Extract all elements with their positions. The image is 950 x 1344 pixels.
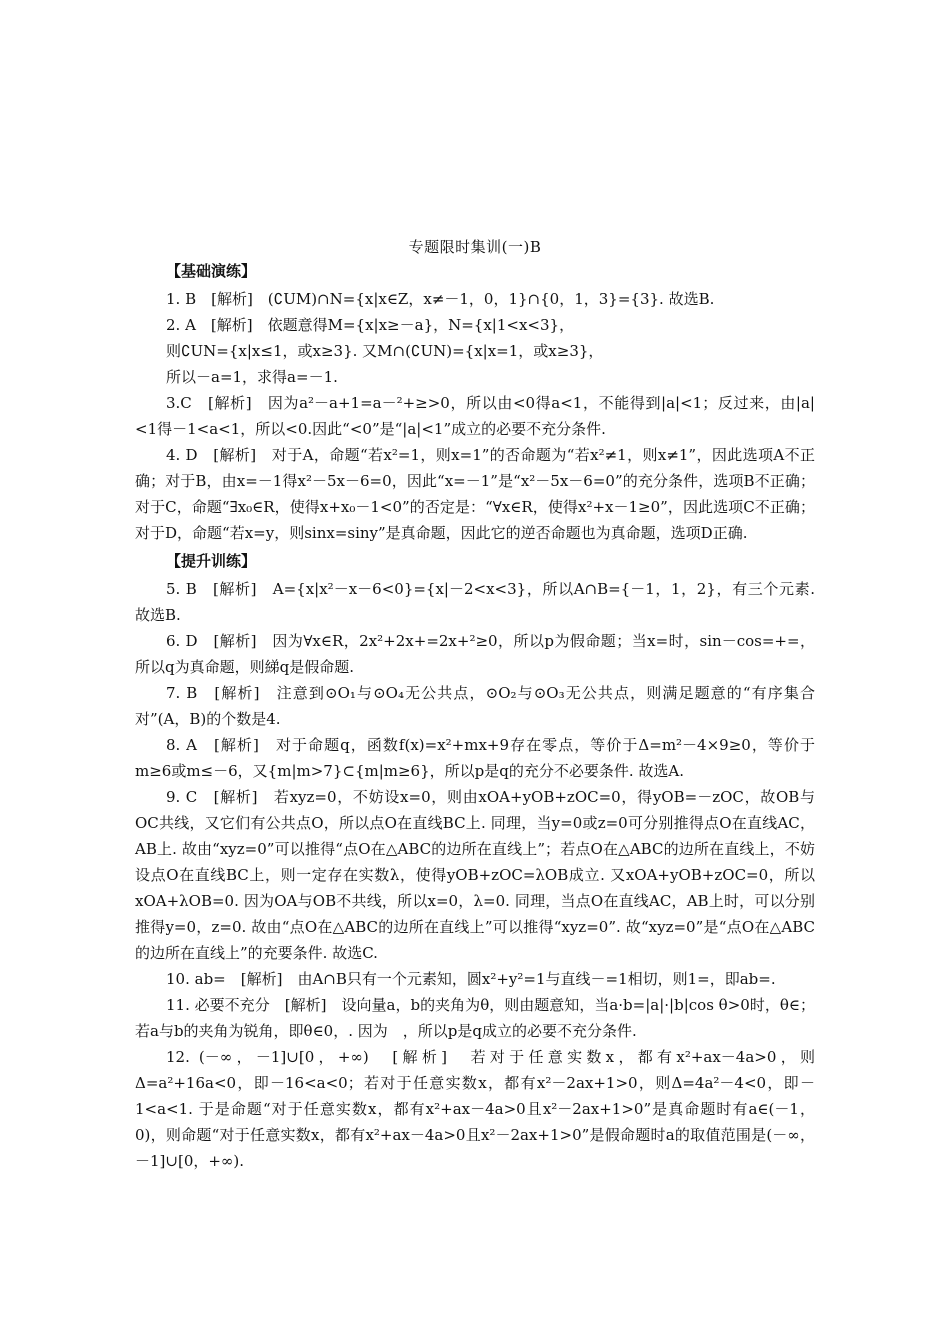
answer-1: 1. B [解析] (∁UM)∩N={x|x∈Z，x≠－1，0，1}∩{0，1，3}={3}. 故选B. <box>166 290 715 308</box>
page-title: 专题限时集训(一)B <box>408 238 542 256</box>
answer-10: 10. ab= [解析] 由A∩B只有一个元素知，圆x²+y²=1与直线－=1相切，则1=，即ab=. <box>166 970 776 988</box>
answer-9: 9. C [解析] 若xyz=0，不妨设x=0，则由xOA+yOB+zOC=0，得yOB=－zOC，故OB与OC共线，又它们有公共点O，所以点O在直线BC上. 同理，当y=0或z=0可分别推得点O在直线AC，AB上. 故由“xyz=0”可以推得“点O在△ABC的边所在直线上”；若点O在△ABC的边所在直线上，不妨设点O在直线BC上，则一定存在实数λ，使得yOB+zOC=λOB成立. 又xOA+yOB+zOC=0，所以xOA+λOB=0. 因为OA与OB不共线，所以x=0，λ=0. 同理，当点O在直线AC，AB上时，可以分别推得y=0，z=0. 故由“点O在△ABC的边所在直线上”可以推得“xyz=0”. 故“xyz=0”是“点O在△ABC的边所在直线上”的充要条件. 故选C. <box>135 788 815 962</box>
answer-2-line-3: 所以－a=1，求得a=－1. <box>166 368 338 386</box>
answer-2-line-2: 则∁UN={x|x≤1，或x≥3}. 又M∩(∁UN)={x|x=1，或x≥3}， <box>166 342 604 360</box>
answer-2-line-1: 2. A [解析] 依题意得M={x|x≥－a}，N={x|1<x<3}， <box>166 316 575 334</box>
answer-8: 8. A [解析] 对于命题q，函数f(x)=x²+mx+9存在零点，等价于Δ=m²－4×9≥0，等价于m≥6或m≤－6，又{m|m>7}⊂{m|m≥6}，所以p是q的充分不必要条件. 故选A. <box>135 736 815 780</box>
answer-4: 4. D [解析] 对于A，命题“若x²=1，则x=1”的否命题为“若x²≠1，则x≠1”，因此选项A不正确；对于B，由x=－1得x²－5x－6=0，因此“x=－1”是“x²－5x－6=0”的充分条件，选项B不正确；对于C，命题“∃x₀∈R，使得x+x₀－1<0”的否定是：“∀x∈R，使得x²+x－1≥0”，因此选项C不正确；对于D，命题“若x=y，则sinx=siny”是真命题，因此它的逆否命题也为真命题，选项D正确. <box>135 446 815 542</box>
answer-content <box>135 256 815 1174</box>
answer-5: 5. B [解析] A={x|x²－x－6<0}={x|－2<x<3}，所以A∩B={－1，1，2}，有三个元素. 故选B. <box>135 580 815 624</box>
section-basic-heading: 【基础演练】 <box>166 262 257 280</box>
answer-7: 7. B [解析] 注意到⊙O₁与⊙O₄无公共点，⊙O₂与⊙O₃无公共点，则满足题意的“有序集合对”(A，B)的个数是4. <box>135 684 815 728</box>
answer-12: 12. (－∞，－1]∪[0，+∞) [解析] 若对于任意实数x，都有x²+ax－4a>0，则Δ=a²+16a<0，即－16<a<0；若对于任意实数x，都有x²－2ax+1>0，则Δ=4a²－4<0，即－1<a<1. 于是命题“对于任意实数x，都有x²+ax－4a>0且x²－2ax+1>0”是真命题时有a∈(－1，0)，则命题“对于任意实数x，都有x²+ax－4a>0且x²－2ax+1>0”是假命题时a的取值范围是(－∞，－1]∪[0，+∞). <box>135 1048 815 1170</box>
answer-6: 6. D [解析] 因为∀x∈R，2x²+2x+=2x+²≥0，所以p为假命题；当x=时，sin－cos=+=，所以q为真命题，则綈q是假命题. <box>135 632 815 676</box>
answer-3: 3.C [解析] 因为a²－a+1=a－²+≥>0，所以由<0得a<1，不能得到|a|<1；反过来，由|a|<1得－1<a<1，所以<0.因此“<0”是“|a|<1”成立的必要不充分条件. <box>135 394 815 438</box>
answer-11: 11. 必要不充分 [解析] 设向量a，b的夹角为θ，则由题意知，当a·b=|a|·|b|cos θ>0时，θ∈；若a与b的夹角为锐角，即θ∈0，. 因为 ，所以p是q成立的必要不充分条件. <box>135 996 815 1040</box>
section-advanced-heading: 【提升训练】 <box>166 552 257 570</box>
